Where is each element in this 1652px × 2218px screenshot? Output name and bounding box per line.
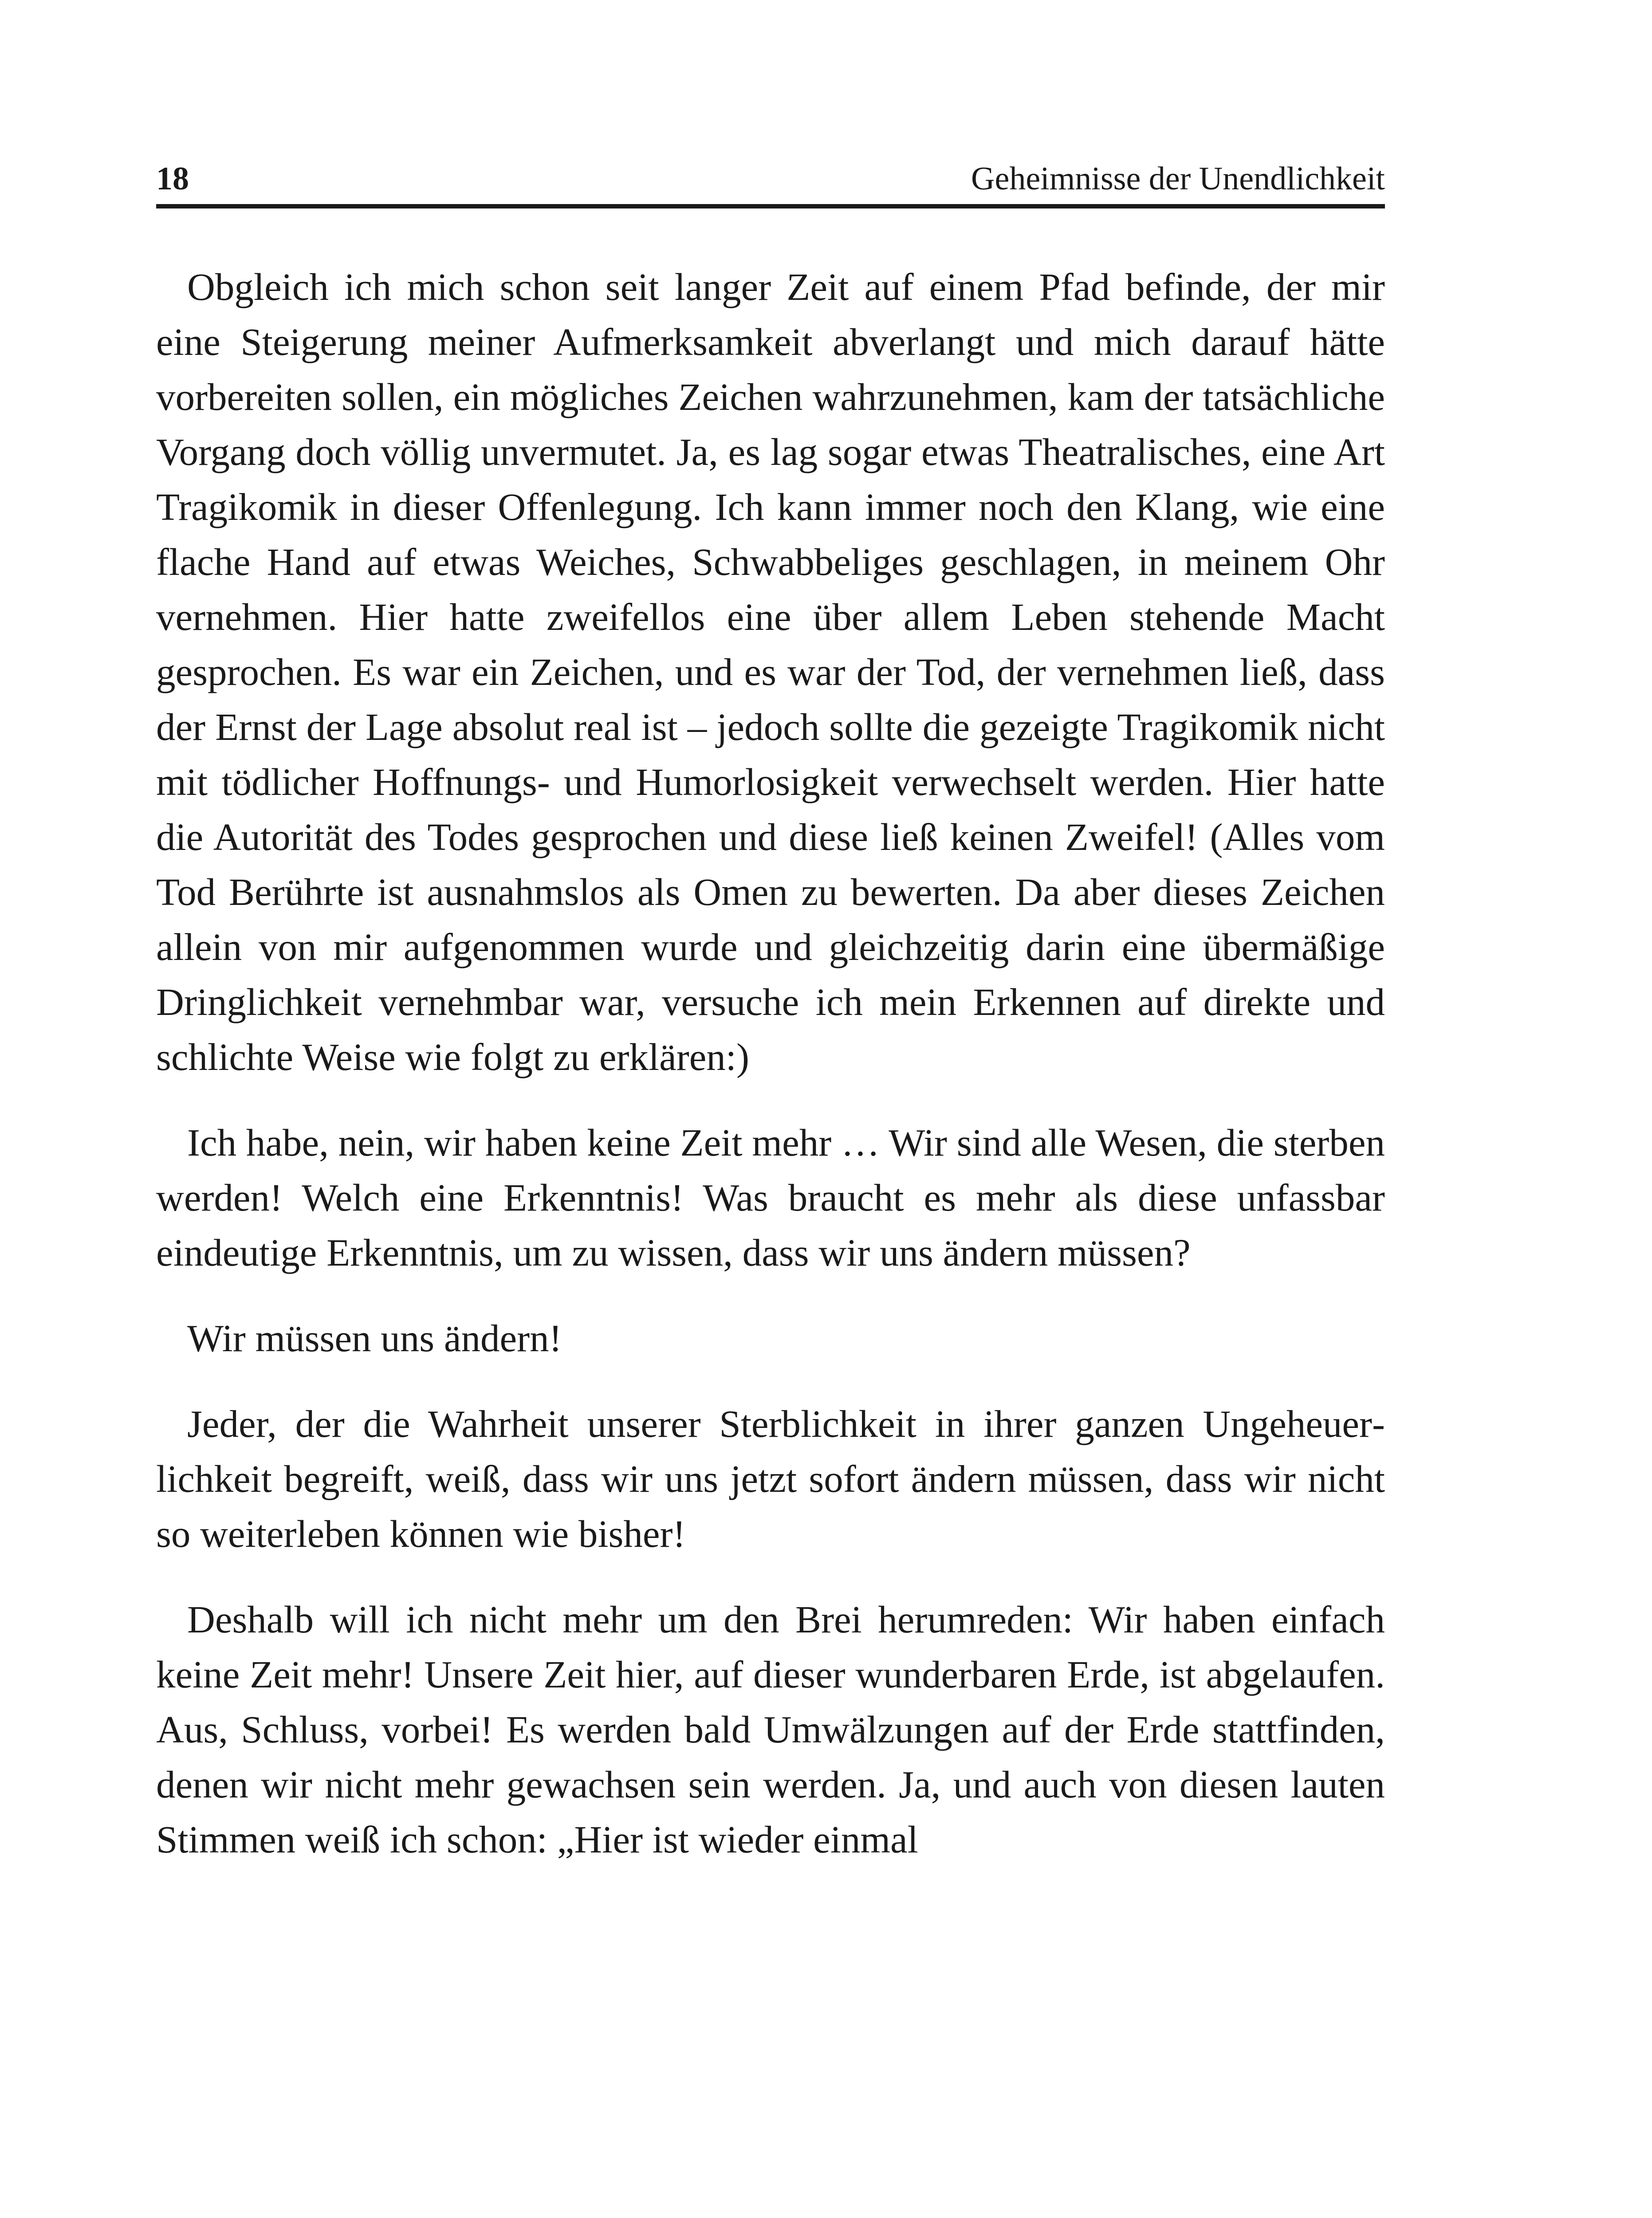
paragraph: Deshalb will ich nicht mehr um den Brei herumreden: Wir haben einfach keine Zeit mehr! Unsere Zeit hier, auf dieser wunderbaren Erde, ist abgelaufen. Aus, Schluss, vorbei! Es werden bald Umwälzungen auf der Erde stattfinden, denen wir nicht mehr gewachsen sein werden. Ja, und auch von diesen lauten Stimmen weiß ich schon: „Hier ist wieder einmal [156,1598,1385,1861]
page-number: 18 [156,161,189,197]
paragraph: Ich habe, nein, wir haben keine Zeit mehr … Wir sind alle Wesen, die sterben werden! Welch eine Erkenntnis! Was braucht es mehr als diese unfassbar eindeutige Erkenntnis, um zu wissen, dass wir uns ändern müssen? [156,1121,1385,1274]
page-header [156,151,1385,208]
paragraph: Jeder, der die Wahrheit unserer Sterblichkeit in ihrer ganzen Ungeheuerlichkeit begreift, weiß, dass wir uns jetzt sofort ändern müssen, dass wir nicht so weiterleben können wie bisher! [156,1402,1385,1555]
running-title: Geheimnisse der Unendlichkeit [971,161,1385,197]
paragraph: Obgleich ich mich schon seit langer Zeit auf einem Pfad befinde, der mir eine Steigerung meiner Aufmerksamkeit abverlangt und mich darauf hätte vorbereiten sollen, ein mögliches Zeichen wahrzunehmen, kam der tatsächliche Vorgang doch völlig unvermutet. Ja, es lag sogar etwas Theatralisches, eine Art Tragikomik in dieser Offenlegung. Ich kann immer noch den Klang, wie eine flache Hand auf etwas Weiches, Schwabbeliges geschlagen, in meinem Ohr vernehmen. Hier hatte zweifellos eine über allem Leben stehende Macht gesprochen. Es war ein Zeichen, und es war der Tod, der vernehmen ließ, dass der Ernst der Lage absolut real ist – jedoch sollte die gezeigte Tragikomik nicht mit tödlicher Hoffnungs- und Humorlosigkeit verwechselt werden. Hier hatte die Autorität des Todes gesprochen und diese ließ keinen Zweifel! (Alles vom Tod Berührte ist ausnahmslos als Omen zu bewerten. Da aber dieses Zeichen allein von mir aufgenommen wurde und gleichzeitig darin eine übermäßige Dringlichkeit vernehmbar war, versuche ich mein Erkennen auf direkte und schlichte Weise wie folgt zu erklären:) [156,265,1385,1078]
paragraph: Wir müssen uns ändern! [187,1317,562,1360]
body-text [156,260,1385,1898]
